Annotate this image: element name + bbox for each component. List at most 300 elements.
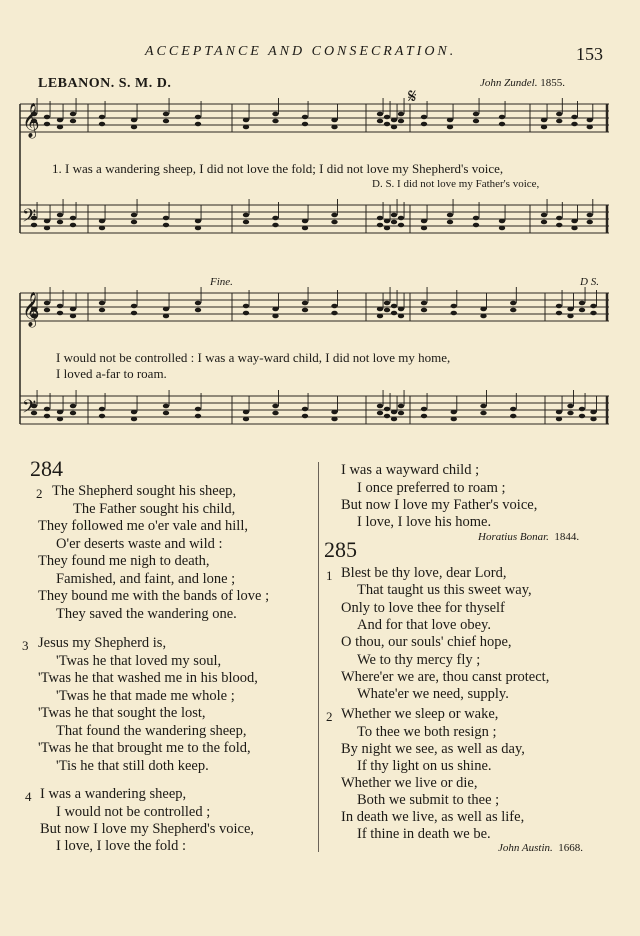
note-stem — [278, 202, 279, 218]
note-head — [131, 220, 137, 225]
note-head — [70, 404, 76, 409]
note-head — [567, 411, 573, 416]
note-stem — [105, 393, 106, 409]
note-head — [272, 307, 278, 312]
note-stem — [562, 290, 563, 306]
hymn-284-author — [478, 531, 579, 543]
note-stem — [427, 205, 428, 221]
segno-sign: 𝄋 — [408, 86, 417, 108]
treble-clef: 𝄞 — [22, 103, 40, 138]
note-head — [163, 307, 169, 312]
note-head — [398, 223, 404, 228]
note-head — [195, 308, 201, 313]
note-head — [272, 112, 278, 117]
note-head — [579, 407, 585, 412]
note-head — [99, 308, 105, 313]
note-stem — [63, 396, 64, 412]
note-head — [384, 226, 390, 231]
note-head — [272, 119, 278, 124]
note-head — [541, 125, 547, 130]
note-head — [510, 301, 516, 306]
note-stem — [390, 205, 391, 221]
verse-line: 'Twas he that washed me in his blood, — [38, 670, 258, 686]
note-head — [510, 308, 516, 313]
note-stem — [427, 287, 428, 303]
note-stem — [404, 98, 405, 114]
note-stem — [76, 98, 77, 114]
note-stem — [137, 199, 138, 215]
note-head — [163, 411, 169, 416]
note-head — [243, 417, 249, 422]
note-stem — [505, 205, 506, 221]
verse-line: But now I love my Shepherd's voice, — [40, 821, 255, 837]
stanza-number: 4 — [25, 789, 32, 804]
note-head — [243, 410, 249, 415]
note-head — [195, 226, 201, 231]
note-head — [541, 220, 547, 225]
note-stem — [404, 293, 405, 309]
verse-line: Whether we live or die, — [341, 775, 478, 791]
note-head — [131, 125, 137, 130]
note-stem — [585, 287, 586, 303]
system1-lyric-line2: D. S. I did not love my Father's voice, — [372, 178, 540, 190]
hymn-284-number: 284 — [30, 456, 63, 481]
note-head — [377, 307, 383, 312]
note-stem — [456, 396, 457, 412]
note-stem — [562, 202, 563, 218]
note-stem — [397, 290, 398, 306]
note-stem — [105, 205, 106, 221]
note-head — [541, 213, 547, 218]
verse-line: I was a wandering sheep, — [40, 786, 187, 802]
note-head — [99, 226, 105, 231]
verse-line: Famished, and faint, and lone ; — [56, 571, 236, 587]
note-stem — [383, 202, 384, 218]
note-head — [510, 414, 516, 419]
note-head — [70, 314, 76, 319]
note-head — [571, 115, 577, 120]
note-head — [272, 216, 278, 221]
note-head — [421, 301, 427, 306]
note-head — [99, 301, 105, 306]
verse-line: O'er deserts waste and wild : — [56, 536, 223, 552]
note-head — [398, 314, 404, 319]
note-stem — [201, 101, 202, 117]
verse-line: In death we live, as well as life, — [341, 809, 525, 825]
note-stem — [50, 205, 51, 221]
note-stem — [50, 101, 51, 117]
verse-line: 'Twas he that loved my soul, — [56, 653, 222, 669]
note-head — [57, 417, 63, 422]
note-stem — [547, 199, 548, 215]
note-head — [243, 311, 249, 316]
note-head — [447, 118, 453, 123]
note-head — [243, 118, 249, 123]
note-head — [571, 226, 577, 231]
note-stem — [427, 393, 428, 409]
verse-line: Whether we sleep or wake, — [341, 706, 499, 722]
note-head — [70, 112, 76, 117]
note-head — [131, 410, 137, 415]
note-head — [579, 308, 585, 313]
note-stem — [50, 393, 51, 409]
note-head — [587, 213, 593, 218]
note-head — [421, 122, 427, 127]
note-head — [451, 410, 457, 415]
note-head — [44, 226, 50, 231]
verse-line: I love, I love the fold : — [56, 838, 187, 854]
note-stem — [308, 393, 309, 409]
note-head — [398, 404, 404, 409]
note-head — [398, 216, 404, 221]
note-stem — [573, 293, 574, 309]
note-head — [579, 301, 585, 306]
note-stem — [278, 293, 279, 309]
note-head — [131, 213, 137, 218]
note-head — [99, 122, 105, 127]
note-head — [391, 125, 397, 130]
note-stem — [596, 396, 597, 412]
verse-line: 'Twas he that sought the lost, — [38, 705, 206, 721]
system2-lyric-line1: I would not be controlled : I was a way-ward child, I did not love my home, — [56, 350, 451, 365]
note-stem — [308, 205, 309, 221]
note-head — [44, 122, 50, 127]
note-head — [556, 417, 562, 422]
verse-line: And for that love obey. — [357, 617, 491, 633]
column-divider — [318, 462, 319, 852]
verse-line: The Father sought his child, — [73, 501, 236, 517]
note-stem — [201, 287, 202, 303]
note-stem — [397, 396, 398, 412]
note-head — [384, 115, 390, 120]
note-head — [556, 216, 562, 221]
note-head — [331, 304, 337, 309]
note-stem — [397, 199, 398, 215]
verse-line: Blest be thy love, dear Lord, — [341, 565, 507, 581]
system1-lyric-line1: 1. I was a wandering sheep, I did not love the fold; I did not love my Shepherd's voice, — [52, 161, 504, 176]
note-stem — [547, 104, 548, 120]
note-head — [195, 122, 201, 127]
note-head — [391, 311, 397, 316]
note-head — [473, 112, 479, 117]
note-head — [99, 219, 105, 224]
note-head — [131, 417, 137, 422]
note-head — [163, 216, 169, 221]
note-stem — [592, 199, 593, 215]
note-stem — [169, 390, 170, 406]
note-stem — [337, 199, 338, 215]
note-head — [499, 219, 505, 224]
treble-clef: 𝄞 — [22, 292, 40, 327]
note-stem — [516, 287, 517, 303]
note-head — [510, 407, 516, 412]
verse-line: I love, I love his home. — [357, 514, 492, 530]
note-head — [131, 304, 137, 309]
verse-line: But now I love my Father's voice, — [341, 497, 538, 513]
note-head — [57, 125, 63, 130]
note-stem — [390, 101, 391, 117]
note-head — [587, 118, 593, 123]
verse-line: They followed me o'er vale and hill, — [38, 518, 248, 534]
note-head — [331, 417, 337, 422]
note-head — [567, 404, 573, 409]
note-head — [556, 112, 562, 117]
note-head — [398, 307, 404, 312]
system2-lyric-line2: I loved a-far to roam. — [56, 366, 167, 381]
note-head — [421, 414, 427, 419]
note-head — [163, 223, 169, 228]
note-head — [57, 311, 63, 316]
note-head — [377, 119, 383, 124]
note-head — [57, 410, 63, 415]
note-head — [44, 414, 50, 419]
verse-line: If thy light on us shine. — [357, 758, 492, 774]
note-stem — [308, 287, 309, 303]
note-head — [57, 118, 63, 123]
stanza-number: 1 — [326, 568, 333, 583]
verse-line: They saved the wandering one. — [56, 606, 237, 622]
note-head — [541, 118, 547, 123]
note-stem — [383, 390, 384, 406]
note-head — [421, 226, 427, 231]
note-head — [57, 213, 63, 218]
note-stem — [562, 396, 563, 412]
author-name: Horatius Bonar. — [478, 531, 549, 543]
note-stem — [337, 396, 338, 412]
note-stem — [479, 202, 480, 218]
note-stem — [516, 393, 517, 409]
note-stem — [278, 98, 279, 114]
note-head — [556, 304, 562, 309]
note-stem — [573, 390, 574, 406]
note-stem — [278, 390, 279, 406]
note-head — [377, 216, 383, 221]
note-head — [398, 119, 404, 124]
note-head — [391, 304, 397, 309]
note-stem — [76, 293, 77, 309]
note-stem — [397, 104, 398, 120]
note-stem — [137, 104, 138, 120]
verse-line: By night we see, as well as day, — [341, 741, 525, 757]
stanza-number: 3 — [22, 638, 29, 653]
verse-line: If thine in death we be. — [357, 826, 491, 842]
bass-clef: 𝄢 — [22, 206, 37, 231]
verse-line: I was a wayward child ; — [341, 462, 480, 478]
note-head — [163, 314, 169, 319]
note-stem — [249, 396, 250, 412]
note-head — [99, 115, 105, 120]
note-head — [556, 119, 562, 124]
author-year: 1668. — [558, 842, 584, 854]
note-stem — [390, 287, 391, 303]
note-head — [302, 115, 308, 120]
note-stem — [562, 98, 563, 114]
note-stem — [404, 390, 405, 406]
note-head — [44, 115, 50, 120]
composer-name: John Zundel. — [480, 77, 538, 89]
tune-name: LEBANON. S. M. D. — [38, 76, 172, 91]
verse-line: Both we submit to thee ; — [357, 792, 500, 808]
verse-line: Whate'er we need, supply. — [357, 686, 509, 702]
note-head — [398, 112, 404, 117]
note-head — [391, 220, 397, 225]
note-head — [57, 304, 63, 309]
note-head — [195, 407, 201, 412]
note-head — [377, 314, 383, 319]
note-stem — [63, 199, 64, 215]
note-head — [243, 125, 249, 130]
stanza-number: 2 — [36, 486, 43, 501]
note-head — [302, 414, 308, 419]
note-stem — [169, 98, 170, 114]
note-head — [377, 411, 383, 416]
note-head — [384, 407, 390, 412]
note-head — [302, 308, 308, 313]
note-head — [163, 404, 169, 409]
note-stem — [63, 104, 64, 120]
note-stem — [169, 293, 170, 309]
running-title: ACCEPTANCE AND CONSECRATION. — [145, 44, 457, 59]
note-stem — [592, 104, 593, 120]
note-head — [447, 125, 453, 130]
note-head — [331, 220, 337, 225]
note-head — [384, 308, 390, 313]
note-head — [556, 223, 562, 228]
note-head — [44, 407, 50, 412]
note-head — [384, 122, 390, 127]
note-head — [567, 314, 573, 319]
note-head — [590, 417, 596, 422]
note-head — [473, 223, 479, 228]
note-head — [451, 417, 457, 422]
note-stem — [308, 101, 309, 117]
note-head — [70, 411, 76, 416]
note-stem — [249, 104, 250, 120]
note-head — [579, 414, 585, 419]
note-head — [44, 219, 50, 224]
note-stem — [585, 393, 586, 409]
note-stem — [427, 101, 428, 117]
page-number: 153 — [576, 44, 603, 64]
note-head — [480, 404, 486, 409]
note-head — [421, 115, 427, 120]
hymn-285-number: 285 — [324, 537, 357, 562]
verse-line: That found the wandering sheep, — [56, 723, 247, 739]
note-stem — [63, 290, 64, 306]
note-stem — [137, 290, 138, 306]
composer-year: 1855. — [540, 77, 565, 89]
note-head — [243, 304, 249, 309]
note-head — [384, 219, 390, 224]
note-head — [195, 115, 201, 120]
verse-line: 'Twas he that brought me to the fold, — [38, 740, 251, 756]
author-year: 1844. — [554, 531, 580, 543]
note-head — [163, 112, 169, 117]
verse-line: I would not be controlled ; — [56, 804, 211, 820]
note-head — [70, 216, 76, 221]
note-head — [131, 311, 137, 316]
note-head — [590, 304, 596, 309]
note-head — [331, 213, 337, 218]
note-head — [44, 301, 50, 306]
fine-marking: Fine. — [210, 276, 233, 288]
note-head — [272, 314, 278, 319]
note-head — [70, 119, 76, 124]
stanza-number: 2 — [326, 709, 333, 724]
note-head — [480, 307, 486, 312]
verse-line: 'Tis he that still doth keep. — [56, 758, 209, 774]
note-head — [556, 410, 562, 415]
note-head — [384, 414, 390, 419]
note-head — [302, 407, 308, 412]
note-head — [473, 216, 479, 221]
note-head — [590, 311, 596, 316]
note-head — [302, 301, 308, 306]
note-head — [331, 311, 337, 316]
note-head — [421, 308, 427, 313]
note-stem — [577, 205, 578, 221]
verse-line: 'Twas he that made me whole ; — [56, 688, 235, 704]
note-head — [473, 119, 479, 124]
note-head — [499, 226, 505, 231]
verse-line: O thou, our souls' chief hope, — [341, 634, 512, 650]
note-head — [391, 417, 397, 422]
note-head — [571, 219, 577, 224]
note-head — [384, 301, 390, 306]
note-head — [44, 308, 50, 313]
note-head — [391, 213, 397, 218]
note-stem — [505, 101, 506, 117]
note-head — [571, 122, 577, 127]
note-head — [421, 219, 427, 224]
note-head — [377, 404, 383, 409]
verse-line: That taught us this sweet way, — [357, 582, 532, 598]
note-head — [480, 314, 486, 319]
note-head — [377, 223, 383, 228]
note-head — [243, 220, 249, 225]
note-stem — [486, 390, 487, 406]
note-head — [131, 118, 137, 123]
note-stem — [577, 101, 578, 117]
note-head — [447, 213, 453, 218]
note-stem — [105, 287, 106, 303]
note-stem — [390, 393, 391, 409]
verse-line: I once preferred to roam ; — [357, 480, 506, 496]
verse-line: Jesus my Shepherd is, — [38, 635, 167, 651]
ds-marking: D S. — [580, 276, 599, 288]
note-head — [421, 407, 427, 412]
note-head — [163, 119, 169, 124]
verse-line: We to thy mercy fly ; — [357, 652, 481, 668]
note-head — [302, 122, 308, 127]
verse-line: The Shepherd sought his sheep, — [52, 483, 237, 499]
note-head — [70, 223, 76, 228]
note-stem — [37, 202, 38, 218]
note-head — [331, 118, 337, 123]
note-head — [587, 125, 593, 130]
note-stem — [337, 290, 338, 306]
note-stem — [383, 98, 384, 114]
note-head — [99, 414, 105, 419]
note-stem — [249, 199, 250, 215]
note-head — [195, 414, 201, 419]
note-stem — [37, 390, 38, 406]
note-head — [272, 404, 278, 409]
note-stem — [249, 290, 250, 306]
note-head — [587, 220, 593, 225]
note-head — [480, 411, 486, 416]
note-stem — [456, 290, 457, 306]
